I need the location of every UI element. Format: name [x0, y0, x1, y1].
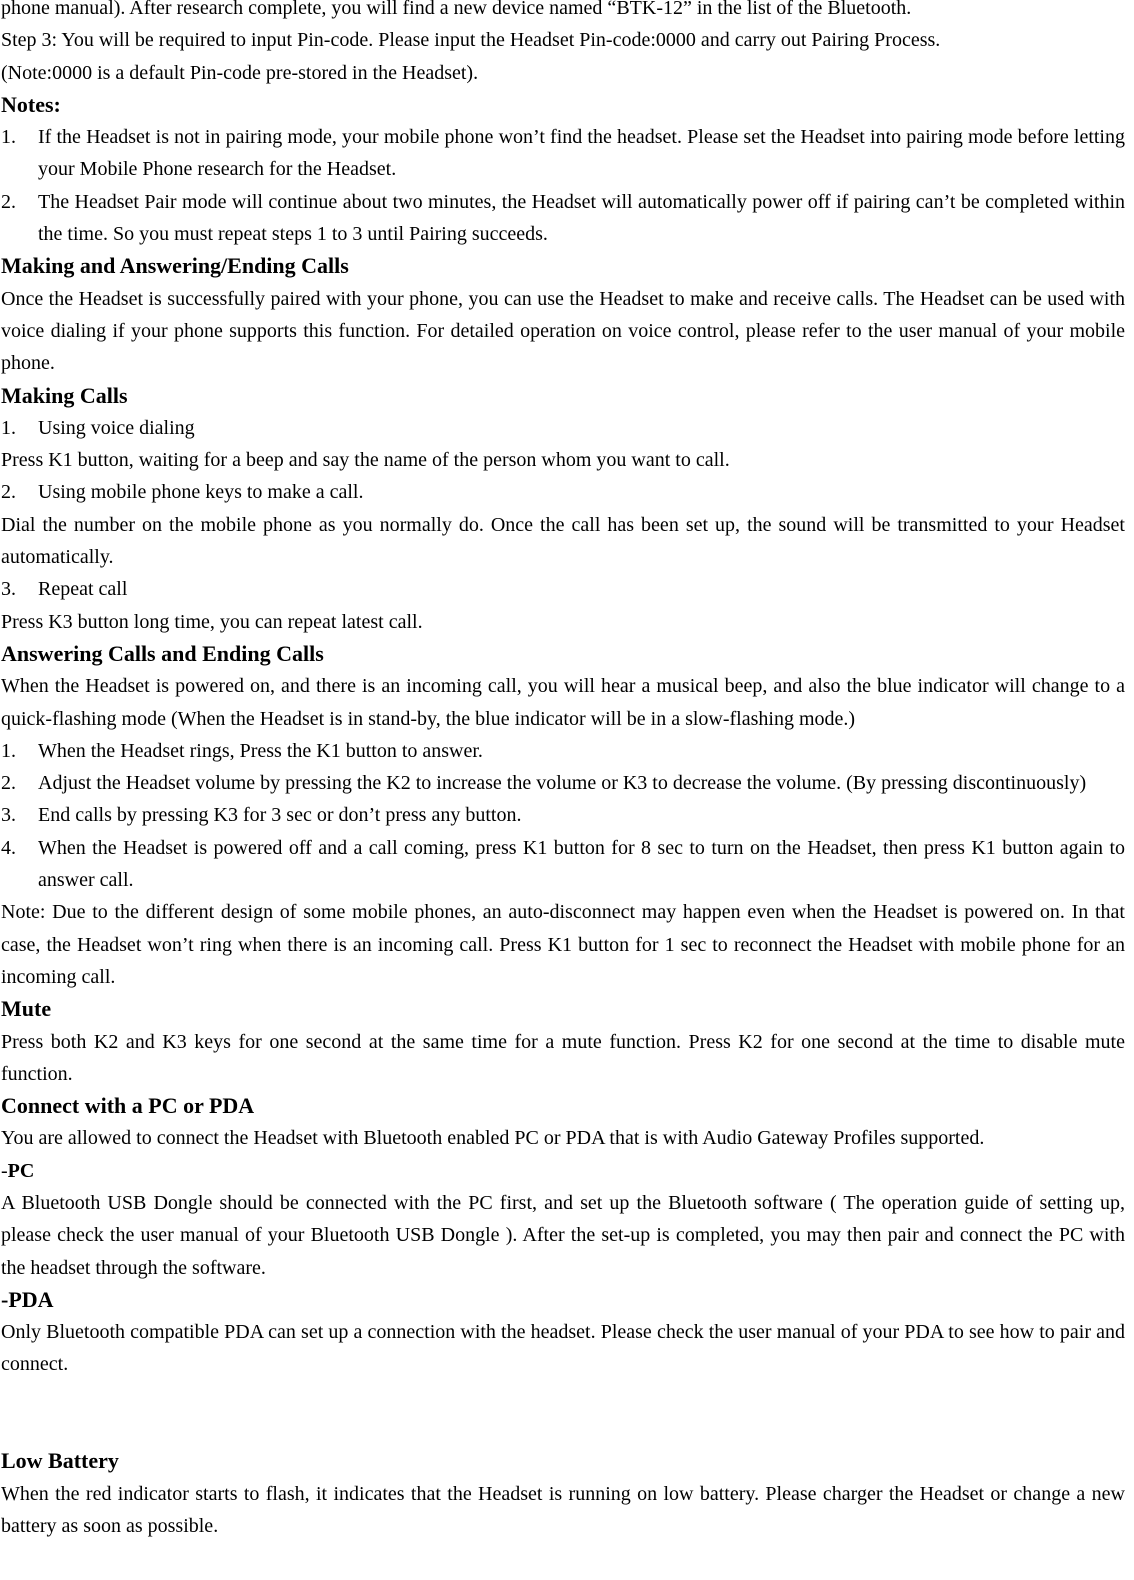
making-calls-item-1: [1, 412, 1125, 444]
low-battery-body: When the red indicator starts to flash, it indicates that the Headset is running on low battery. Please charger the Headset or change a new battery as soon as possible.: [1, 1482, 1125, 1537]
mute-heading: Mute: [1, 996, 52, 1022]
pin-code-note: (Note:0000 is a default Pin-code pre-stored in the Headset).: [1, 61, 479, 84]
step-3-text: Step 3: You will be required to input Pin-code. Please input the Headset Pin-code:0000 and carry out Pairing Process.: [1, 29, 941, 52]
list-text: Adjust the Headset volume by pressing the K2 to increase the volume or K3 to decrease the volume. (By pressing discontinuously): [38, 772, 1087, 795]
list-number: 1.: [1, 416, 16, 439]
pc-subheading: [1, 1155, 1125, 1187]
notes-item-1: [1, 121, 1125, 186]
list-number: 3.: [1, 804, 16, 827]
list-text: Using mobile phone keys to make a call.: [38, 481, 364, 504]
answering-item-2: [1, 767, 1125, 799]
making-calls-heading: Making Calls: [1, 382, 128, 408]
voice-dialing-body: Press K1 button, waiting for a beep and say the name of the person whom you want to call.: [1, 449, 730, 472]
connect-body: You are allowed to connect the Headset with Bluetooth enabled PC or PDA that is with Audio Gateway Profiles supported.: [1, 1127, 985, 1150]
list-text: Repeat call: [38, 578, 128, 601]
section-spacer: [1, 1381, 1125, 1446]
list-text: When the Headset rings, Press the K1 button to answer.: [38, 739, 483, 762]
list-number: 1.: [1, 739, 16, 762]
mute-body: Press both K2 and K3 keys for one second at the same time for a mute function. Press K2 for one second at the time to disable mute function.: [1, 1030, 1125, 1085]
answering-item-1: [1, 735, 1125, 767]
pc-dash: -: [1, 1159, 8, 1182]
list-number: 2.: [1, 190, 16, 213]
list-text: Using voice dialing: [38, 416, 195, 439]
pda-body: Only Bluetooth compatible PDA can set up a connection with the headset. Please check the user manual of your PDA to see how to pair and connect.: [1, 1321, 1125, 1376]
list-number: 4.: [1, 836, 16, 859]
pc-label: PC: [7, 1159, 35, 1182]
list-number: 3.: [1, 578, 16, 601]
answering-item-4: [1, 832, 1125, 897]
making-calls-item-3: [1, 573, 1125, 605]
answering-item-3: [1, 799, 1125, 831]
list-text: End calls by pressing K3 for 3 sec or don’t press any button.: [38, 804, 522, 827]
list-number: 2.: [1, 481, 16, 504]
notes-heading: Notes:: [1, 91, 61, 117]
notes-item-2: [1, 186, 1125, 251]
pc-body: A Bluetooth USB Dongle should be connected with the PC first, and set up the Bluetooth software ( The operation guide of setting up, please check the user manual of your Bluetooth USB Dongle ). After the set-up is completed, you may then pair and connect the PC with the headset through the software.: [1, 1191, 1125, 1279]
answering-heading: Answering Calls and Ending Calls: [1, 640, 324, 666]
list-text: When the Headset is powered off and a call coming, press K1 button for 8 sec to turn on the Headset, then press K1 button again to answer call.: [38, 836, 1125, 892]
auto-disconnect-note: Note: Due to the different design of some mobile phones, an auto-disconnect may happen even when the Headset is powered on. In that case, the Headset won’t ring when there is an incoming call. Press K1 button for 1 sec to reconnect the Headset with mobile phone for an incoming call.: [1, 901, 1125, 988]
list-number: 2.: [1, 772, 16, 795]
connect-heading: Connect with a PC or PDA: [1, 1093, 255, 1119]
pda-subheading: -PDA: [1, 1286, 54, 1312]
manual-page: [1, 0, 1125, 1542]
repeat-call-body: Press K3 button long time, you can repeat latest call.: [1, 610, 423, 633]
list-text: The Headset Pair mode will continue about two minutes, the Headset will automatically power off if pairing can’t be completed within the time. So you must repeat steps 1 to 3 until Pairing succeeds.: [38, 190, 1125, 246]
making-answering-body: Once the Headset is successfully paired with your phone, you can use the Headset to make and receive calls. The Headset can be used with voice dialing if your phone supports this function. For detailed operation on voice control, please refer to the user manual of your mobile phone.: [1, 287, 1125, 375]
low-battery-heading: Low Battery: [1, 1448, 119, 1474]
answering-body: When the Headset is powered on, and there is an incoming call, you will hear a musical beep, and also the blue indicator will change to a quick-flashing mode (When the Headset is in stand-by, the blue indicator will be in a slow-flashing mode.): [1, 675, 1125, 730]
list-number: 1.: [1, 126, 16, 149]
making-answering-heading: Making and Answering/Ending Calls: [1, 253, 349, 279]
making-calls-item-2: [1, 476, 1125, 508]
intro-line: phone manual). After research complete, you will find a new device named “BTK-12” in the list of the Bluetooth.: [1, 0, 912, 19]
list-text: If the Headset is not in pairing mode, your mobile phone won’t find the headset. Please set the Headset into pairing mode before letting your Mobile Phone research for the Headset.: [38, 126, 1125, 181]
phone-keys-body: Dial the number on the mobile phone as you normally do. Once the call has been set up, the sound will be transmitted to your Headset automatically.: [1, 513, 1125, 569]
